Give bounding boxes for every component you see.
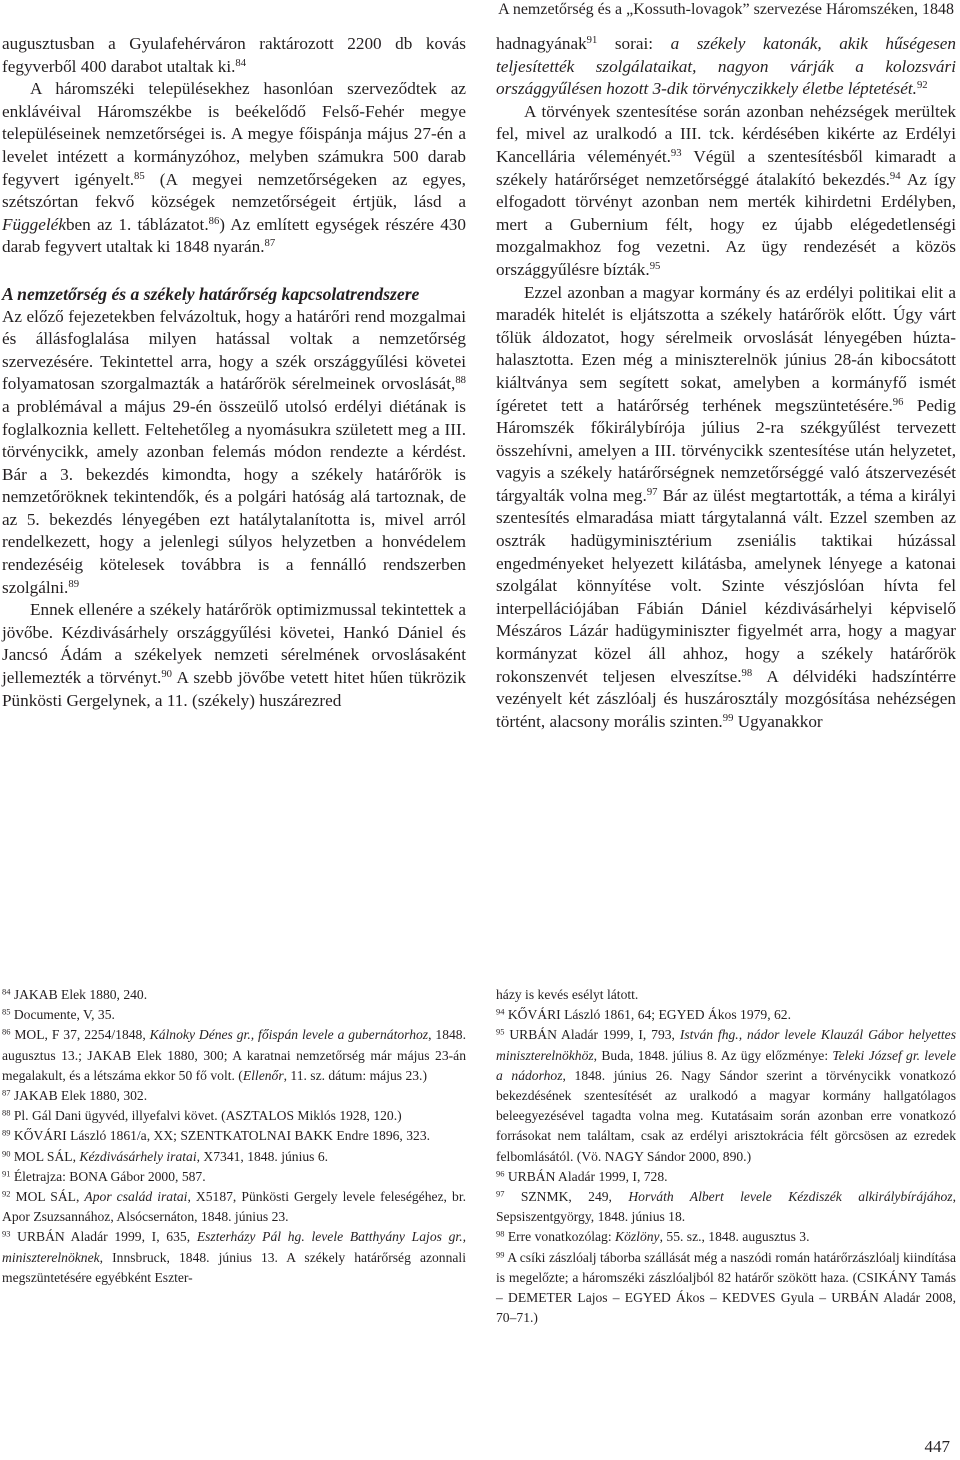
footnote-text: Eszterházy Pál hg. levele Batthyány Lajos gr., miniszterelnöknek: [2, 1229, 466, 1265]
footnote-text: , 55. sz., 1848. augusztus 3.: [659, 1229, 810, 1245]
running-header: A nemzetőrség és a „Kossuth-lovagok” szervezése Háromszéken, 1848: [498, 1, 954, 18]
footnote-number: 94: [496, 1006, 505, 1017]
footnote-ref[interactable]: 97: [646, 487, 658, 499]
footnote: [496, 1005, 956, 1025]
footnote-text: Teleki József gr. levele a nádorhoz: [496, 1047, 956, 1083]
footnote-text: Ellenőr: [242, 1067, 284, 1083]
footnote-text: URBÁN Aladár 1999, I, 635,: [17, 1229, 197, 1245]
footnote: [496, 985, 956, 1005]
footnote-text: Horváth Albert levele Kézdiszék alkirálybírájához: [628, 1189, 953, 1205]
footnote-text: , Sepsiszentgyörgy, 1848. június 18.: [496, 1189, 956, 1225]
footnote-text: KŐVÁRI László 1861/a, XX; SZENTKATOLNAI BAKK Endre 1896, 323.: [13, 1128, 431, 1144]
footnotes-left: [2, 985, 466, 1288]
footnote-number: 87: [2, 1087, 11, 1098]
footnote-text: SZNMK, 249,: [520, 1189, 629, 1205]
footnote-text: Közlöny: [615, 1229, 660, 1245]
footnote-ref[interactable]: 95: [649, 261, 661, 273]
footnote-number: 95: [496, 1026, 505, 1037]
footnote-number: 85: [2, 1006, 11, 1017]
body-paragraph: Ennek ellenére a székely határőrök optimizmussal tekintettek a jövőbe. Kézdivásárhely országgyűlési követei, Hankó Dániel és Jancsó Ádám a székelyek nemzeti sérelmének orvoslásaként jellemezték a törvényt.$^{90}$ A szebb jövőbe vetett hitet hűen tükrözik Pünkösti Gergelynek, a 11. (székely) huszárezred: [2, 600, 466, 710]
body-paragraph: Ezzel azonban a magyar kormány és az erdélyi politikai elit a maradék hitelét is eljátszotta a székely határőrök előtt. Úgy várt tőlük áldozatot, hogy sérelmeik orvoslását lényegében húzta-halasztotta. Ezen még a miniszterelnök június 28-án kibocsátott kiáltványa sem segített sokat, amelyben a kormányfő ismét ígéretet tett a határőrség terhének megszüntetésére.$^{96}$ Pedig Háromszék főkirálybírója július 2-ra székgyűlést tervezett összehívni, amelyen a III. törvénycikk szentesítése után helyzetet, vagyis a székely határőrségnek nemzetőrséggé való átszervezését tárgyalták volna meg.$^{97}$ Bár az ülést megtartották, a téma a királyi szentesítés elmaradása miatt tárgytalanná vált. Ezzel szemben az osztrák hadügyminisztérium zseniális taktikai húzással engedményeket helyezett kilátásba, amelynek lényege a katonai szolgálat könnyítése volt. Szinte vészjóslóan hívta fel interpellációjában Fábián Dániel kézdivásárhelyi képviselő Mészáros Lázár hadügyminiszter figyelmét arra, hogy a magyar kormányzat közel áll ahhoz, hogy a székely határőrök rokonszenvét teljesen elveszítse.$^{98}$ A délvidéki hadszíntérre vezényelt két zászlóalj és huszárosztály mozgósítása nehézségen történt, alacsony morális szinten.$^{99}$ Ugyanakkor: [496, 282, 956, 731]
footnote-text: Pl. Gál Dani ügyvéd, illyefalvi követ. (ASZTALOS Miklós 1928, 120.): [13, 1108, 402, 1124]
footnote: [496, 1227, 956, 1247]
footnote-text: , 11. sz. dátum: május 23.): [283, 1067, 427, 1083]
footnote: [496, 1167, 956, 1187]
footnote-number: 88: [2, 1107, 11, 1118]
footnote: [496, 1025, 956, 1166]
footnote-text: , 1848. június 26. Nagy Sándor szerint a törvénycikk vonatkozó bekezdésének szentesítését az uralkodó a magyar kormány hallgatólagos beleegyezésével tagadta volna meg. Kutatásaim során azonban erre vonatkozó forrásokat nem találtam, csak az erdélyi arisztokrácia félt görcsösen az ezredek felbomlásától. (Vö. NAGY Sándor 2000, 890.): [496, 1067, 957, 1164]
body-paragraph: augusztusban a Gyulafehérváron raktározott 2200 db kovás fegyverből 400 darabot utaltak ki.$^{84}$: [2, 34, 466, 76]
footnote-ref[interactable]: 96: [892, 396, 904, 408]
footnote-text: házy is kevés esélyt látott.: [496, 987, 639, 1002]
footnote-number: 97: [496, 1188, 505, 1199]
footnote-text: URBÁN Aladár 1999, I, 793,: [509, 1027, 680, 1043]
footnote-text: Életrajza: BONA Gábor 2000, 587.: [13, 1168, 206, 1184]
section-heading: A nemzetőrség és a székely határőrség kapcsolatrendszere: [2, 283, 420, 304]
footnote-text: , X5187, Pünkösti Gergely levele feleségéhez, br. Apor Zsuzsannához, Alsócsernáton, 1848. június 23.: [2, 1189, 466, 1225]
footnote-text: JAKAB Elek 1880, 302.: [13, 1088, 148, 1104]
footnote-ref[interactable]: 86: [208, 215, 220, 227]
footnote: [2, 1086, 466, 1106]
body-column-right: [496, 33, 956, 733]
body-paragraph: A háromszéki településekhez hasonlóan szerveződtek az enklávéival Háromszékbe is beékelődő Felső-Fehér megye településeinek nemzetőrségei is. A megye főispánja május 27-én a levelet intézett a kormányzóhoz, melyben számukra 500 darab fegyvert igényelt.$^{85}$ (A megyei nemzetőrségeken az egyes, szétszórtan fekvő községek nemzetőrségeit értjük, lásd a Függelékben az 1. táblázatot.$^{86}$) Az említett egységek részére 430 darab fegyvert utaltak ki 1848 nyarán.$^{87}$: [2, 79, 466, 257]
footnote-text: MOL SÁL,: [13, 1148, 80, 1164]
body-column-left: [2, 33, 466, 712]
footnote-number: 84: [2, 986, 11, 997]
footnote: [2, 985, 466, 1005]
body-paragraph: hadnagyának$^{91}$ sorai: a székely katonák, akik hűségesen teljesítették szolgálataikat, nagyon várják a kolozsvári országgyűlésen hozott 3-dik törvényczikkely életbe léptetését.$^{92}$: [496, 34, 957, 99]
footnote-text: A csíki zászlóalj táborba szállását még a naszódi román határőrzászlóalj kiindítása is megelőzte; a háromszéki zászlóaljból 82 határőr szökött haza. (CSIKÁNY Tamás – DEMETER Lajos – EGYED Ákos – KEDVES Gyula – URBÁN Aladár 2008, 70–71.): [496, 1249, 956, 1326]
footnote-text: Documente, V, 35.: [13, 1007, 115, 1023]
footnote-ref[interactable]: 85: [134, 170, 145, 182]
footnote-text: Kézdivásárhely iratai: [79, 1148, 197, 1164]
footnote-number: 91: [2, 1168, 11, 1179]
footnote-number: 98: [496, 1228, 505, 1239]
footnote-number: 90: [2, 1148, 11, 1158]
footnote-text: , X7341, 1848. június 6.: [196, 1148, 329, 1164]
footnote-number: 89: [2, 1127, 11, 1138]
footnote-ref[interactable]: 84: [235, 57, 247, 69]
footnote-number: 86: [2, 1026, 11, 1037]
footnote-text: JAKAB Elek 1880, 240.: [13, 987, 148, 1002]
footnote-ref[interactable]: 91: [586, 35, 598, 47]
footnotes-right: [496, 985, 956, 1328]
footnote-text: , Innsbruck, 1848. június 13. A székely határőrség azonnali megszüntetésére egyébként Eszter-: [2, 1249, 466, 1285]
footnote-number: 99: [496, 1249, 505, 1260]
footnote-number: 96: [496, 1168, 505, 1179]
footnote-ref[interactable]: 89: [68, 578, 80, 590]
footnote-ref[interactable]: 99: [722, 712, 734, 724]
footnote: [496, 1187, 956, 1227]
footnote-number: 92: [2, 1188, 11, 1199]
footnote-text: MOL SÁL,: [15, 1189, 85, 1205]
footnote-text: , Buda, 1848. július 8. Az ügy előzménye:: [593, 1047, 833, 1063]
footnote: [2, 1106, 466, 1126]
footnote-ref[interactable]: 92: [916, 80, 928, 92]
footnote-number: 93: [2, 1228, 11, 1239]
footnote: [2, 1005, 466, 1025]
footnote: [2, 1126, 466, 1146]
footnote: [2, 1187, 466, 1227]
footnote: [2, 1167, 466, 1187]
footnote-ref[interactable]: 88: [455, 375, 466, 387]
footnote-ref[interactable]: 94: [889, 170, 901, 182]
footnote: [2, 1147, 466, 1167]
footnote: [2, 1025, 466, 1086]
body-paragraph: Az előző fejezetekben felvázoltuk, hogy a határőri rend mozgalmai és állásfoglalása milyen hatással voltak a nemzetőrség szervezésére. Tekintettel arra, hogy a szék országgyűlési követei folyamatosan szorgalmazták a határőrök sérelmeinek orvoslását,$^{88}$ a problémával a május 29-én összeülő utolsó erdélyi diétának is foglalkoznia kellett. Feltehetőleg a nyomásukra született meg a III. törvénycikk, amely azonban felemás módon rendezte a kérdést. Bár a 3. bekezdés kimondta, hogy a székely határőrök is nemzetőröknek tekintendők, és a polgári hatóság alá tartoznak, de az 5. bekezdés lényegében ezt hatálytalanította is, mivel arról rendelkezett, hogy a jelenlegi súlyos helyzetben a honvédelem rendezéséig kötelesek továbbra is a fennálló rendszerben szolgálni.$^{89}$: [2, 306, 466, 597]
footnote-text: MOL, F 37, 2254/1848,: [14, 1027, 150, 1043]
footnote-text: Erre vonatkozólag:: [507, 1229, 616, 1245]
footnote: [2, 1227, 466, 1288]
footnote: [496, 1248, 956, 1329]
footnote-ref[interactable]: 98: [741, 667, 753, 679]
footnote-text: Kálnoky Dénes gr., főispán levele a gubernátorhoz: [149, 1027, 429, 1043]
footnote-ref[interactable]: 93: [670, 148, 682, 160]
footnote-ref[interactable]: 90: [161, 669, 172, 681]
page-number: 447: [924, 1437, 950, 1456]
footnote-text: Apor család iratai: [84, 1189, 188, 1205]
footnote-ref[interactable]: 87: [264, 238, 276, 250]
footnote-text: URBÁN Aladár 1999, I, 728.: [507, 1168, 668, 1184]
footnote-text: István fhg., nádor levele Klauzál Gábor helyettes miniszterelnökhöz: [496, 1027, 956, 1063]
footnote-text: , 1848. augusztus 13.; JAKAB Elek 1880, 300; A karatnai nemzetőrség már május 23-án megalakult, és a létszáma ekkor 50 fő volt. (: [2, 1027, 466, 1083]
body-paragraph: A törvények szentesítése során azonban nehézségek merültek fel, mivel az uralkodó a III. tck. kérdésében kikérte az Erdélyi Kancellária véleményét.$^{93}$ Végül a szentesítésből kimaradt a székely határőrséget nemzetőrséggé átalakító bekezdés.$^{94}$ Az így elfogadott törvényt azonban nem merték kihirdetni Erdélyben, mert a Gubernium félt, hogy ez újabb elégedetlenségi mozgalmakhoz fog vezetni. Az ügy rendezését a közös országgyűlésre bízták.$^{95}$: [496, 101, 956, 279]
footnote-text: KŐVÁRI László 1861, 64; EGYED Ákos 1979, 62.: [507, 1007, 792, 1023]
